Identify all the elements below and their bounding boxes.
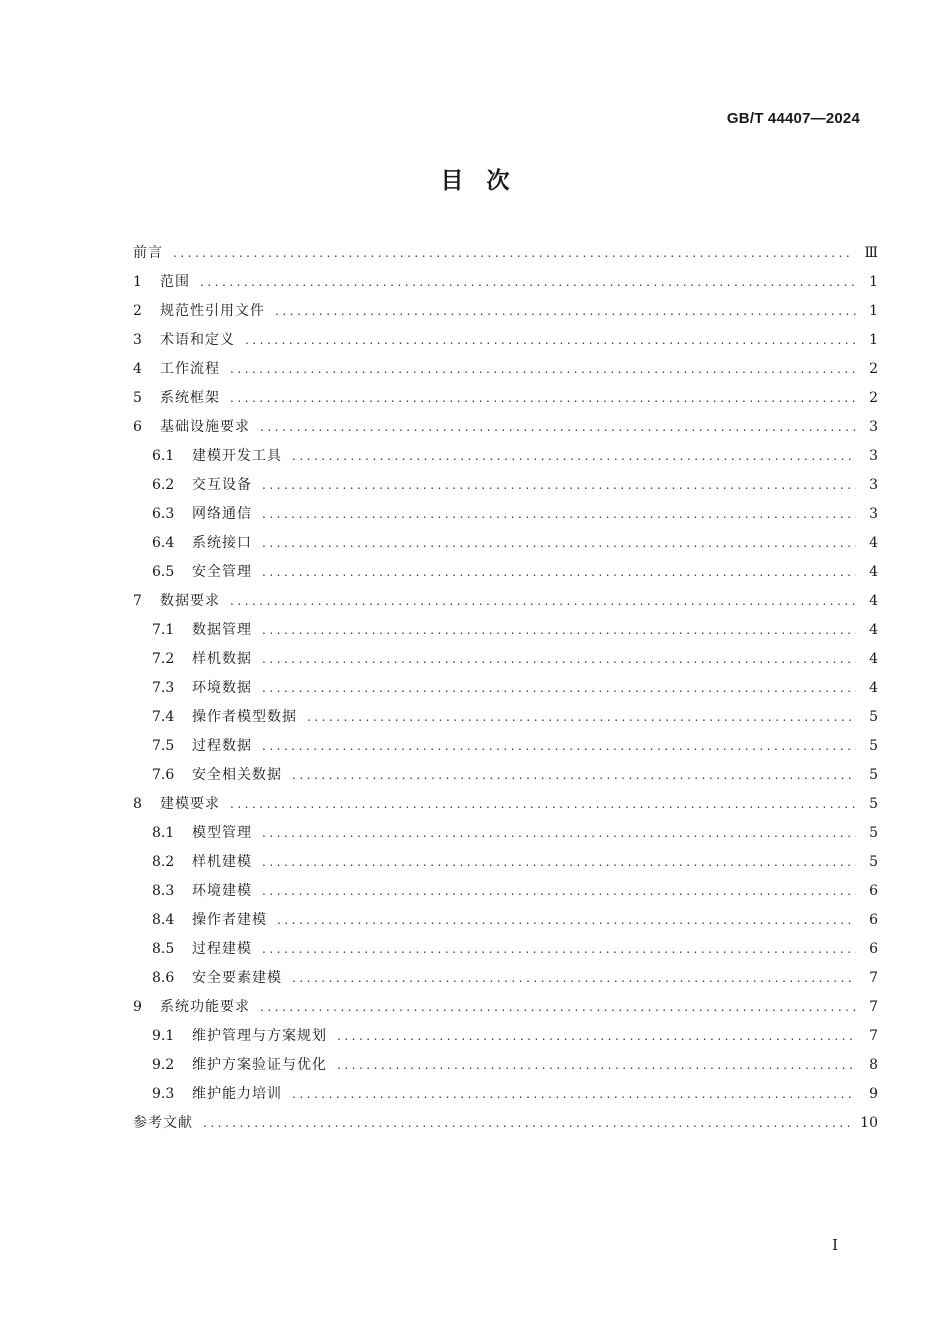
- toc-entry-label: 基础设施要求: [160, 419, 250, 435]
- toc-entry-number: 9.3: [152, 1086, 175, 1102]
- toc-entry-page: 8: [869, 1057, 878, 1073]
- toc-entry-number: 4: [133, 361, 142, 377]
- toc-entry[interactable]: [133, 1109, 878, 1138]
- toc-entry-label: 建模开发工具: [192, 448, 282, 464]
- toc-entry[interactable]: [133, 645, 878, 674]
- dot-leader: [262, 935, 856, 964]
- toc-entry-label: 术语和定义: [160, 332, 235, 348]
- dot-leader: [262, 674, 856, 703]
- toc-entry-number: 6.4: [152, 535, 175, 551]
- toc-entry-label: 交互设备: [192, 477, 252, 493]
- toc-entry-label: 过程建模: [192, 941, 252, 957]
- dot-leader: [275, 297, 856, 326]
- toc-entry[interactable]: [133, 732, 878, 761]
- toc-entry[interactable]: [133, 993, 878, 1022]
- toc-entry[interactable]: [133, 268, 878, 297]
- dot-leader: [262, 529, 856, 558]
- toc-entry[interactable]: [133, 906, 878, 935]
- dot-leader: [292, 442, 856, 471]
- toc-entry-label: 模型管理: [192, 825, 252, 841]
- toc-entry-number: 8.1: [152, 825, 175, 841]
- dot-leader: [230, 587, 856, 616]
- dot-leader: [230, 384, 856, 413]
- toc-entry[interactable]: [133, 964, 878, 993]
- toc-entry-label: 环境数据: [192, 680, 252, 696]
- dot-leader: [173, 239, 854, 268]
- dot-leader: [260, 993, 856, 1022]
- toc-entry-label: 安全管理: [192, 564, 252, 580]
- dot-leader: [262, 732, 856, 761]
- toc-entry[interactable]: [133, 1022, 878, 1051]
- toc-entry-page: 1: [869, 303, 878, 319]
- toc-entry-page: 2: [869, 361, 878, 377]
- toc-entry-page: 4: [869, 593, 878, 609]
- dot-leader: [262, 645, 856, 674]
- dot-leader: [262, 819, 856, 848]
- toc-entry[interactable]: [133, 297, 878, 326]
- toc-entry-number: 7.5: [152, 738, 175, 754]
- dot-leader: [260, 413, 856, 442]
- toc-entry-page: 5: [869, 709, 878, 725]
- toc-entry[interactable]: [133, 529, 878, 558]
- toc-entry-page: 2: [869, 390, 878, 406]
- toc-entry-label: 操作者模型数据: [192, 709, 297, 725]
- toc-entry-page: 10: [860, 1115, 878, 1131]
- dot-leader: [307, 703, 856, 732]
- toc-entry-page: 4: [869, 564, 878, 580]
- toc-entry-label: 参考文献: [133, 1115, 193, 1131]
- toc-entry[interactable]: [133, 326, 878, 355]
- toc-entry-number: 8.6: [152, 970, 175, 986]
- toc-entry-label: 维护方案验证与优化: [192, 1057, 327, 1073]
- toc-entry[interactable]: [133, 413, 878, 442]
- page-number: I: [832, 1236, 838, 1254]
- toc-entry-label: 系统接口: [192, 535, 252, 551]
- toc-entry-number: 8: [133, 796, 142, 812]
- toc-entry[interactable]: [133, 877, 878, 906]
- toc-entry[interactable]: [133, 616, 878, 645]
- dot-leader: [230, 790, 856, 819]
- toc-entry-page: 1: [869, 332, 878, 348]
- toc-entry-page: 5: [869, 796, 878, 812]
- toc-entry[interactable]: [133, 819, 878, 848]
- toc-entry-page: 1: [869, 274, 878, 290]
- toc-entry[interactable]: [133, 1080, 878, 1109]
- dot-leader: [292, 761, 856, 790]
- toc-entry-label: 建模要求: [160, 796, 220, 812]
- toc-entry-page: 7: [869, 970, 878, 986]
- toc-entry[interactable]: [133, 239, 878, 268]
- toc-entry-page: 5: [869, 767, 878, 783]
- dot-leader: [262, 848, 856, 877]
- table-of-contents: [133, 239, 878, 1138]
- toc-entry-label: 样机数据: [192, 651, 252, 667]
- toc-entry-page: 9: [869, 1086, 878, 1102]
- toc-entry-number: 7.3: [152, 680, 175, 696]
- toc-entry-page: 4: [869, 680, 878, 696]
- toc-entry-page: 6: [869, 912, 878, 928]
- toc-entry-number: 8.3: [152, 883, 175, 899]
- toc-entry[interactable]: [133, 1051, 878, 1080]
- toc-entry-number: 9: [133, 999, 142, 1015]
- toc-entry[interactable]: [133, 355, 878, 384]
- toc-entry-number: 9.1: [152, 1028, 175, 1044]
- dot-leader: [262, 558, 856, 587]
- toc-entry-number: 7.2: [152, 651, 175, 667]
- toc-entry-page: 7: [869, 1028, 878, 1044]
- toc-entry-number: 7.6: [152, 767, 175, 783]
- toc-entry[interactable]: [133, 587, 878, 616]
- toc-entry-label: 维护管理与方案规划: [192, 1028, 327, 1044]
- toc-entry-label: 数据要求: [160, 593, 220, 609]
- dot-leader: [292, 1080, 856, 1109]
- toc-entry-number: 8.5: [152, 941, 175, 957]
- toc-entry-page: 3: [869, 419, 878, 435]
- toc-entry-number: 6.1: [152, 448, 175, 464]
- dot-leader: [337, 1022, 856, 1051]
- toc-entry[interactable]: [133, 848, 878, 877]
- dot-leader: [245, 326, 856, 355]
- toc-entry-label: 安全相关数据: [192, 767, 282, 783]
- toc-entry[interactable]: [133, 790, 878, 819]
- toc-entry[interactable]: [133, 558, 878, 587]
- toc-entry-number: 5: [133, 390, 142, 406]
- toc-entry-number: 3: [133, 332, 142, 348]
- page-title: 目 次: [440, 168, 510, 194]
- toc-entry-number: 9.2: [152, 1057, 175, 1073]
- dot-leader: [262, 471, 856, 500]
- toc-entry-number: 6: [133, 419, 142, 435]
- toc-entry-label: 网络通信: [192, 506, 252, 522]
- toc-entry[interactable]: [133, 674, 878, 703]
- dot-leader: [337, 1051, 856, 1080]
- toc-entry-page: 4: [869, 622, 878, 638]
- dot-leader: [203, 1109, 850, 1138]
- toc-entry-number: 6.2: [152, 477, 175, 493]
- toc-entry-number: 1: [133, 274, 142, 290]
- toc-entry-page: 5: [869, 825, 878, 841]
- toc-entry-number: 7.4: [152, 709, 175, 725]
- toc-entry-label: 样机建模: [192, 854, 252, 870]
- toc-entry-label: 规范性引用文件: [160, 303, 265, 319]
- dot-leader: [277, 906, 856, 935]
- toc-entry-number: 2: [133, 303, 142, 319]
- toc-entry-page: 3: [869, 477, 878, 493]
- toc-entry-label: 系统功能要求: [160, 999, 250, 1015]
- toc-entry-label: 操作者建模: [192, 912, 267, 928]
- dot-leader: [262, 877, 856, 906]
- toc-entry-number: 7.1: [152, 622, 175, 638]
- dot-leader: [262, 616, 856, 645]
- toc-entry-number: 8.4: [152, 912, 175, 928]
- toc-entry-number: 8.2: [152, 854, 175, 870]
- toc-entry-label: 范围: [160, 274, 190, 290]
- toc-entry-number: 6.5: [152, 564, 175, 580]
- dot-leader: [230, 355, 856, 384]
- toc-entry-page: 5: [869, 738, 878, 754]
- toc-entry-page: 4: [869, 535, 878, 551]
- toc-entry-label: 安全要素建模: [192, 970, 282, 986]
- toc-entry-page: Ⅲ: [864, 245, 878, 261]
- standard-code: GB/T 44407—2024: [726, 110, 860, 127]
- toc-entry[interactable]: [133, 500, 878, 529]
- toc-entry[interactable]: [133, 471, 878, 500]
- toc-entry-page: 7: [869, 999, 878, 1015]
- toc-entry[interactable]: [133, 703, 878, 732]
- toc-entry-label: 过程数据: [192, 738, 252, 754]
- dot-leader: [292, 964, 856, 993]
- toc-entry-page: 3: [869, 448, 878, 464]
- toc-entry-page: 6: [869, 883, 878, 899]
- toc-entry-label: 数据管理: [192, 622, 252, 638]
- toc-entry-label: 系统框架: [160, 390, 220, 406]
- toc-entry-page: 5: [869, 854, 878, 870]
- toc-entry-number: 6.3: [152, 506, 175, 522]
- toc-entry-label: 维护能力培训: [192, 1086, 282, 1102]
- toc-entry[interactable]: [133, 761, 878, 790]
- toc-entry[interactable]: [133, 384, 878, 413]
- dot-leader: [262, 500, 856, 529]
- toc-entry-page: 4: [869, 651, 878, 667]
- toc-entry[interactable]: [133, 442, 878, 471]
- toc-entry-label: 工作流程: [160, 361, 220, 377]
- toc-entry-label: 前言: [133, 245, 163, 261]
- toc-entry-label: 环境建模: [192, 883, 252, 899]
- toc-entry-page: 3: [869, 506, 878, 522]
- toc-entry-number: 7: [133, 593, 142, 609]
- dot-leader: [200, 268, 856, 297]
- toc-entry[interactable]: [133, 935, 878, 964]
- toc-entry-page: 6: [869, 941, 878, 957]
